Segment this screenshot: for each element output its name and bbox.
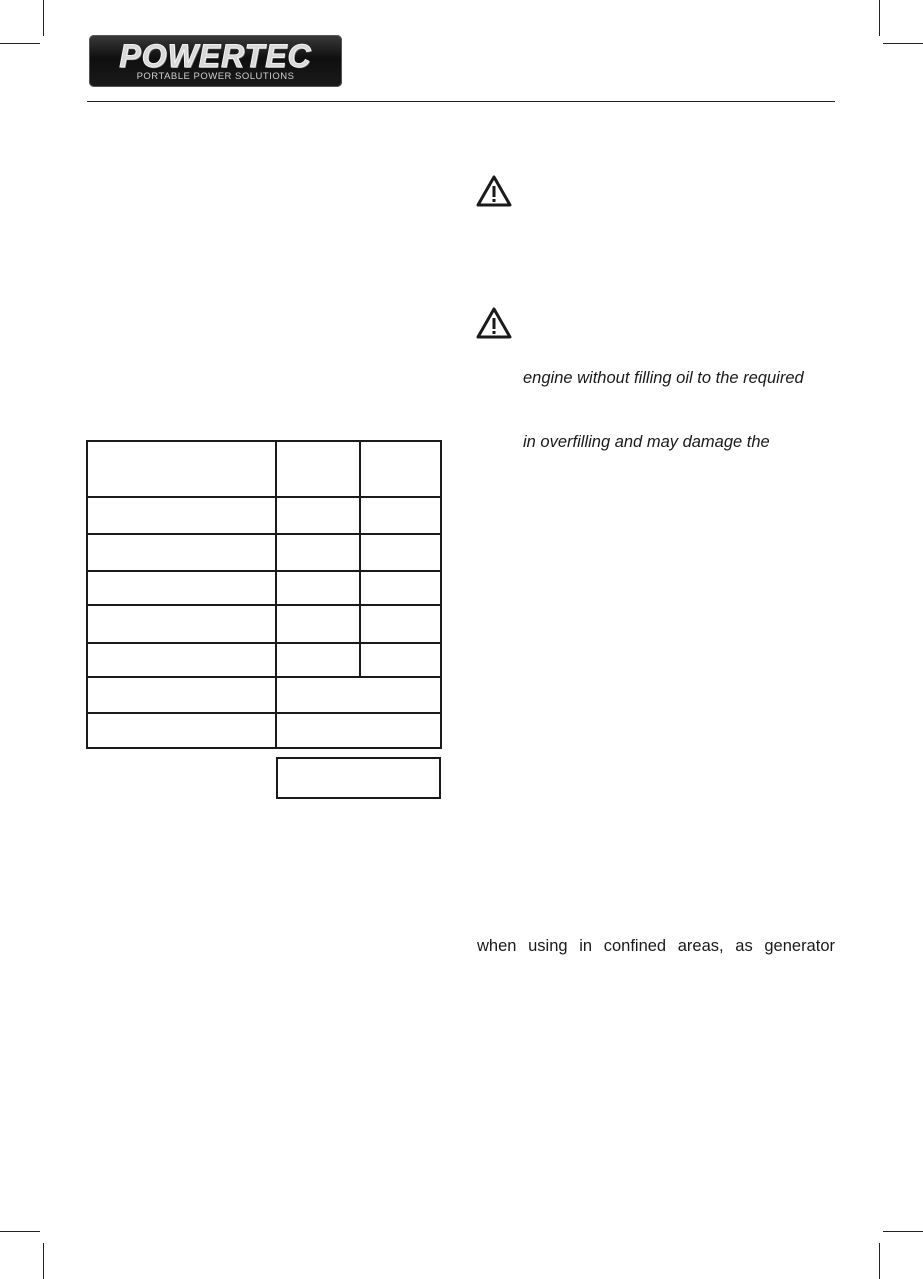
brand-tagline: PORTABLE POWER SOLUTIONS	[136, 71, 295, 82]
brand-logo	[89, 35, 342, 87]
crop-mark	[879, 1243, 880, 1279]
crop-mark	[0, 43, 40, 44]
warning-text-line: engine without filling oil to the required	[523, 369, 804, 387]
crop-mark	[883, 43, 923, 44]
crop-mark	[43, 0, 44, 36]
spec-total-box	[276, 757, 441, 799]
crop-mark	[879, 0, 880, 36]
crop-mark	[0, 1231, 40, 1232]
crop-mark	[43, 1243, 44, 1279]
crop-mark	[883, 1231, 923, 1232]
warning-text-line: in overfilling and may damage the	[523, 433, 770, 451]
warning-triangle-icon	[476, 307, 512, 339]
header-divider	[87, 101, 835, 102]
brand-name: POWERTEC	[119, 38, 312, 74]
body-text-line: when using in confined areas, as generator	[477, 937, 835, 955]
spec-table	[86, 440, 442, 749]
warning-triangle-icon	[476, 175, 512, 207]
